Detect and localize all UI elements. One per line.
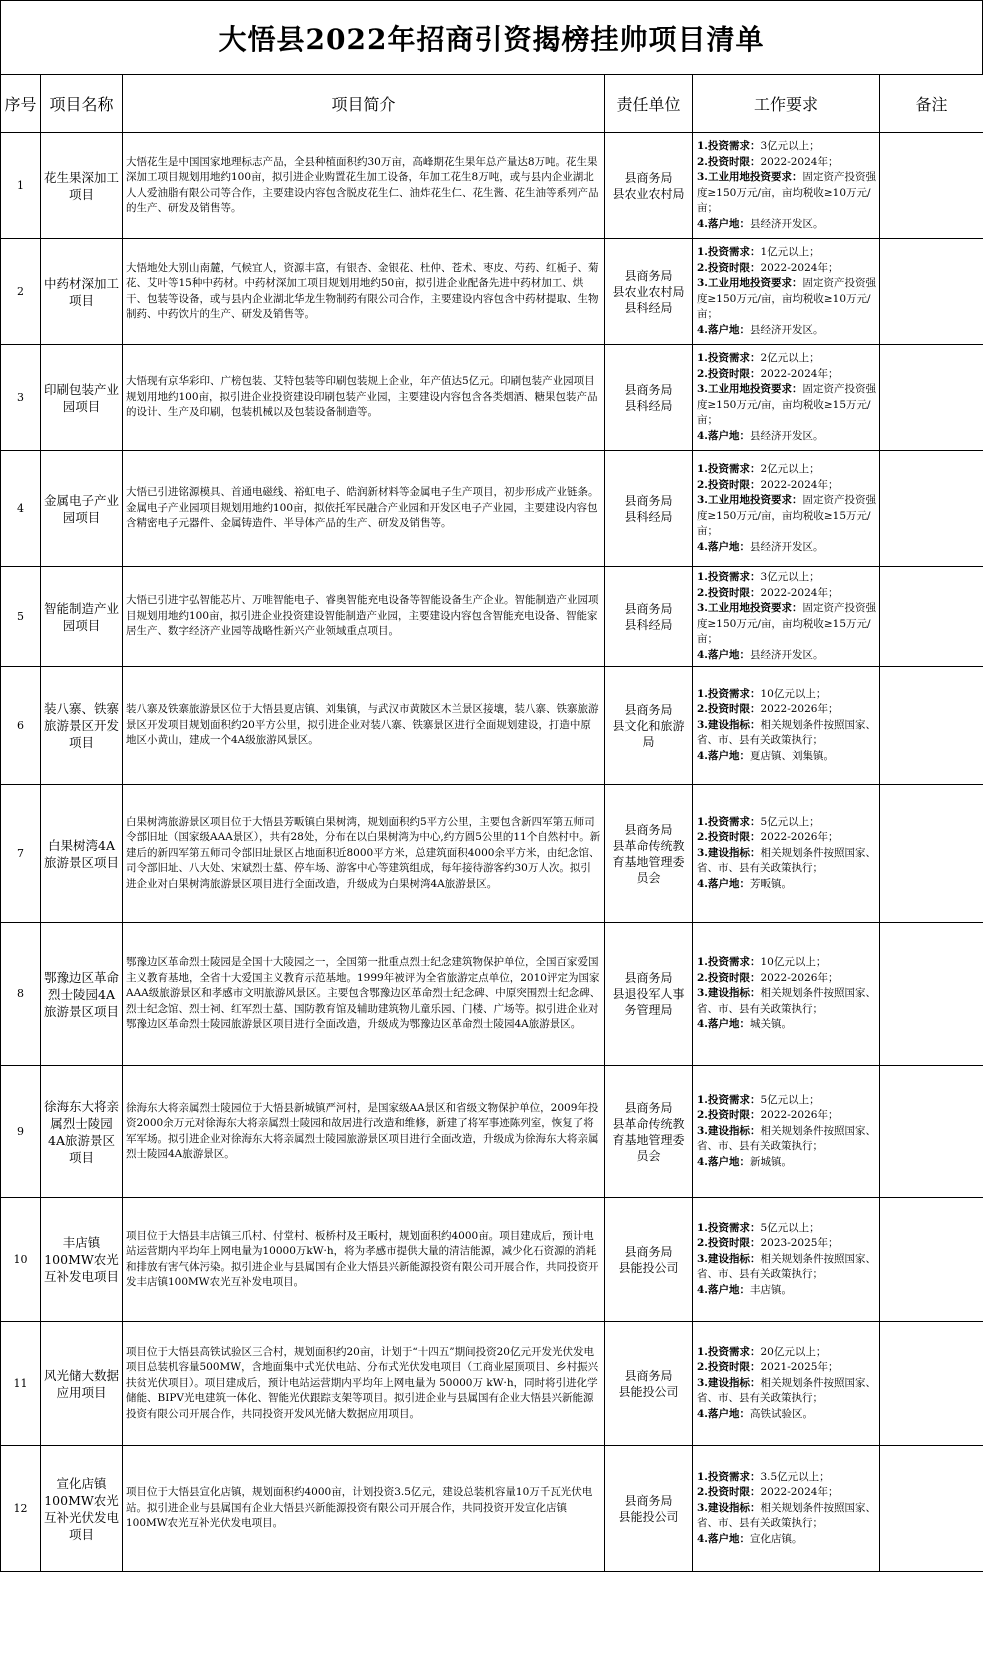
requirement-label: 2.投资时限： <box>697 586 761 599</box>
remarks-cell <box>880 345 983 451</box>
requirement-line <box>697 1360 876 1376</box>
remarks-cell <box>880 785 983 923</box>
requirement-line <box>697 1108 876 1124</box>
work-requirements <box>693 1322 880 1446</box>
requirement-value: 3亿元以上； <box>760 140 820 152</box>
row-number: 10 <box>1 1198 41 1322</box>
requirement-label: 1.投资需求： <box>697 687 761 700</box>
header-name: 项目名称 <box>41 75 123 133</box>
table-row <box>1 239 983 345</box>
requirement-value: 宣化店镇。 <box>749 1532 803 1545</box>
requirement-value: 10亿元以上； <box>760 687 827 700</box>
work-requirements <box>693 1198 880 1322</box>
requirement-label: 2.投资时限： <box>697 703 761 716</box>
requirement-line <box>697 815 876 831</box>
requirement-value: 2022-2026年； <box>760 831 839 844</box>
project-description: 大悟地处大别山南麓，气候宜人，资源丰富，有银杏、金银花、杜仲、苍术、枣皮、芍药、红栀子、菊花、艾叶等15种中药材。中药材深加工项目规划用地约50亩，拟引进企业配备先进中药材加工、烘干、包装等设备，或与县内企业湖北华龙生物制药有限公司合作，主要建设内容包含中药材提取、生物制药、中药饮片的生产、研发及销售等。 <box>123 239 605 345</box>
project-description: 鄂豫边区革命烈士陵园是全国十大陵园之一，全国第一批重点烈士纪念建筑物保护单位，全国百家爱国主义教育基地，全省十大爱国主义教育示范基地。1999年被评为全省旅游定点单位，2010评定为国家AAA级旅游景区和孝感市文明旅游风景区。主要包含鄂豫边区革命烈士纪念碑、中原突围烈士纪念碑、烈士纪念馆、烈士祠、红军烈士墓、国防教育馆及辅助建筑物儿童乐园、门楼、广场等。拟引进企业对鄂豫边区革命烈士陵园旅游景区项目进行全面改造，升级成为鄂豫边区革命烈士陵园4A旅游景区。 <box>123 923 605 1066</box>
requirement-label: 1.投资需求： <box>697 1093 761 1106</box>
requirement-value: 相关规划条件按照国家、省、市、县有关政策执行； <box>697 1501 876 1530</box>
project-description: 项目位于大悟县丰店镇三爪村、付堂村、板桥村及王畈村，规划面积约4000亩。项目建成后，预计电站运营期内平均年上网电量为10000万kW·h，将为孝感市提供大量的清洁能源，减少化石资源的消耗和排放有害气体污染。拟引进企业与县属国有企业大悟县兴新能源投资有限公司开展合作，共同投资开发丰店镇100MW农光互补发电项目。 <box>123 1198 605 1322</box>
table-row <box>1 133 983 239</box>
requirement-line <box>697 1407 876 1423</box>
table-row <box>1 785 983 923</box>
requirement-value: 相关规划条件按照国家、省、市、县有关政策执行； <box>697 846 876 875</box>
requirement-label: 4.落户地： <box>697 217 750 230</box>
requirement-value: 县经济开发区。 <box>749 540 824 553</box>
requirement-value: 固定资产投资强度≥150万元/亩，亩均税收≥10万元/亩； <box>697 171 876 214</box>
responsible-unit-text: 县商务局 县农业农村局 县科经局 <box>612 268 685 315</box>
requirement-label: 1.投资需求： <box>697 1470 761 1483</box>
requirement-line <box>697 155 876 171</box>
work-requirements <box>693 785 880 923</box>
project-name: 白果树湾4A旅游景区项目 <box>41 785 123 923</box>
remarks-cell <box>880 451 983 567</box>
work-requirements <box>693 1446 880 1572</box>
requirement-line <box>697 1093 876 1109</box>
requirement-label: 4.落户地： <box>697 749 750 762</box>
requirement-value: 2亿元以上； <box>760 463 820 475</box>
row-number: 6 <box>1 667 41 785</box>
requirement-value: 固定资产投资强度≥150万元/亩，亩均税收≥15万元/亩； <box>697 494 876 537</box>
requirement-value: 相关规划条件按照国家、省、市、县有关政策执行； <box>697 1252 876 1281</box>
requirement-label: 4.落户地： <box>697 429 750 442</box>
requirement-line <box>697 1470 876 1486</box>
table-row <box>1 667 983 785</box>
page-title: 大悟县2022年招商引资揭榜挂帅项目清单 <box>0 0 983 74</box>
responsible-unit <box>605 1322 693 1446</box>
requirement-label: 2.投资时限： <box>697 155 761 168</box>
requirement-label: 2.投资时限： <box>697 1109 761 1122</box>
work-requirements <box>693 239 880 345</box>
responsible-unit <box>605 1446 693 1572</box>
responsible-unit-text: 县商务局 县退役军人事务管理局 <box>612 971 685 1017</box>
responsible-unit-text: 县商务局 县革命传统教育基地管理委员会 <box>612 822 685 885</box>
requirement-value: 2021-2025年； <box>760 1361 839 1374</box>
responsible-unit <box>605 923 693 1066</box>
header-no: 序号 <box>1 75 41 133</box>
project-name: 丰店镇100MW农光互补发电项目 <box>41 1198 123 1322</box>
work-requirements <box>693 923 880 1066</box>
requirement-value: 2022-2024年； <box>760 586 839 599</box>
row-number: 9 <box>1 1066 41 1198</box>
requirement-line <box>697 245 876 261</box>
remarks-cell <box>880 239 983 345</box>
work-requirements <box>693 667 880 785</box>
responsible-unit <box>605 239 693 345</box>
project-description: 徐海东大将亲属烈士陵园位于大悟县新城镇严河村，是国家级AA景区和省级文物保护单位，2009年投资2000余万元对徐海东大将亲属烈士陵园和故居进行改造和维修，新建了将军事迹陈列室，恢复了将军军场。拟引进企业对徐海东大将亲属烈士陵园旅游景区项目进行全面改造，升级成为徐海东大将亲属烈士陵园4A旅游景区。 <box>123 1066 605 1198</box>
row-number: 2 <box>1 239 41 345</box>
requirement-value: 2022-2026年； <box>760 971 839 984</box>
remarks-cell <box>880 1066 983 1198</box>
responsible-unit-text: 县商务局 县文化和旅游局 <box>612 702 685 749</box>
row-number: 1 <box>1 133 41 239</box>
requirement-value: 相关规划条件按照国家、省、市、县有关政策执行； <box>697 1124 876 1153</box>
project-description: 装八寨及铁寨旅游景区位于大悟县夏店镇、刘集镇，与武汉市黄陂区木兰景区接壤，装八寨、铁寨旅游景区开发项目规划面积约20平方公里，拟引进企业对装八寨、铁寨景区进行全面规划建设，打造中原地区小黄山，建成一个4A级旅游风景区。 <box>123 667 605 785</box>
requirement-value: 3.5亿元以上； <box>760 1470 830 1483</box>
requirement-line <box>697 1221 876 1237</box>
responsible-unit <box>605 785 693 923</box>
requirement-value: 5亿元以上； <box>760 815 820 828</box>
project-description: 白果树湾旅游景区项目位于大悟县芳畈镇白果树湾，规划面积约5平方公里，主要包含新四军第五师司令部旧址（国家级AAA景区），共有28处，分布在以白果树湾为中心,约方圆5公里的11个自然村中。新建后的新四军第五师司令部旧址景区占地面积近8000平方米，总建筑面积4000余平方米，由纪念馆、司令部旧址、八大处、宋斌烈士墓、停车场、游客中心等建筑组成，每年接待游客约30万人次。拟引进企业对白果树湾旅游景区项目进行全面改造，升级成为白果树湾4A旅游景区。 <box>123 785 605 923</box>
requirement-line <box>697 1376 876 1407</box>
requirement-label: 1.投资需求： <box>697 956 761 969</box>
project-name: 风光储大数据应用项目 <box>41 1322 123 1446</box>
requirement-line <box>697 1485 876 1501</box>
responsible-unit-text: 县商务局 县科经局 <box>624 382 673 413</box>
table-row <box>1 345 983 451</box>
requirement-line <box>697 986 876 1017</box>
project-description: 项目位于大悟县高铁试验区三合村，规划面积约20亩，计划于“十四五”期间投资20亿元开发光伏发电项目总装机容量500MW，含地面集中式光伏电站、分布式光伏发电项目（工商业屋顶项目、乡村振兴扶贫光伏项目）。项目建成后，预计电站运营期内平均年上网电量为 50000万 kW·h，同时将引进化学储能、BIPV光电建筑一体化、智能光伏跟踪支架等项目。拟引进企业与县属国有企业大悟县兴新能源投资有限公司开展合作，共同投资开发风光储大数据应用项目。 <box>123 1322 605 1446</box>
requirement-line <box>697 971 876 987</box>
responsible-unit-text: 县商务局 县科经局 <box>624 493 673 524</box>
requirement-label: 2.投资时限： <box>697 831 761 844</box>
responsible-unit-text: 县商务局 县农业农村局 <box>612 170 685 201</box>
requirement-value: 2亿元以上； <box>760 352 820 364</box>
row-number: 7 <box>1 785 41 923</box>
requirement-label: 2.投资时限： <box>697 1237 761 1250</box>
responsible-unit-text: 县商务局 县革命传统教育基地管理委员会 <box>612 1100 685 1163</box>
work-requirements <box>693 567 880 667</box>
requirement-line <box>697 1345 876 1361</box>
requirement-value: 2023-2025年； <box>760 1237 839 1250</box>
requirement-line <box>697 351 876 367</box>
remarks-cell <box>880 1322 983 1446</box>
requirement-value: 2022-2026年； <box>760 703 839 716</box>
header-note: 备注 <box>880 75 983 133</box>
requirement-label: 4.落户地： <box>697 323 750 336</box>
requirement-line <box>697 1017 876 1033</box>
responsible-unit-text: 县商务局 县科经局 <box>624 601 673 632</box>
requirement-line <box>697 1501 876 1532</box>
project-description: 大悟已引进铭源模具、首通电磁线、裕虹电子、皓润新材料等金属电子生产项目，初步形成产业链条。金属电子产业园项目规划用地约100亩，拟依托军民融合产业园和开发区电子产业园，主要建设内容包含精密电子元器件、金属铸造件、半导体产品的生产、研发及销售等。 <box>123 451 605 567</box>
requirement-line <box>697 702 876 718</box>
requirement-label: 2.投资时限： <box>697 478 761 491</box>
requirement-line <box>697 493 876 540</box>
requirement-value: 相关规划条件按照国家、省、市、县有关政策执行； <box>697 987 876 1015</box>
row-number: 8 <box>1 923 41 1066</box>
requirement-value: 2022-2026年； <box>760 1109 839 1122</box>
remarks-cell <box>880 1198 983 1322</box>
requirement-value: 固定资产投资强度≥150万元/亩，亩均税收≥15万元/亩； <box>697 383 876 426</box>
requirement-label: 3.建设指标： <box>697 1376 761 1389</box>
requirement-line <box>697 323 876 339</box>
responsible-unit <box>605 1066 693 1198</box>
requirement-label: 3.工业用地投资要求： <box>697 383 803 395</box>
project-name: 金属电子产业园项目 <box>41 451 123 567</box>
requirement-label: 1.投资需求： <box>697 246 761 258</box>
table-body <box>1 133 983 1572</box>
project-table <box>0 74 983 1572</box>
table-row <box>1 1198 983 1322</box>
requirement-line <box>697 540 876 556</box>
requirement-label: 4.落户地： <box>697 1018 750 1031</box>
requirement-line <box>697 1155 876 1171</box>
row-number: 5 <box>1 567 41 667</box>
requirement-label: 1.投资需求： <box>697 463 761 475</box>
requirement-value: 5亿元以上； <box>760 1093 820 1106</box>
work-requirements <box>693 133 880 239</box>
requirement-label: 3.工业用地投资要求： <box>697 171 803 183</box>
requirement-value: 2022-2024年； <box>760 155 839 168</box>
project-description: 项目位于大悟县宣化店镇，规划面积约4000亩，计划投资3.5亿元，建设总装机容量10万千瓦光伏电站。拟引进企业与县属国有企业大悟县兴新能源投资有限公司开展合作，共同投资开发宣化店镇100MW农光互补光伏发电项目。 <box>123 1446 605 1572</box>
row-number: 4 <box>1 451 41 567</box>
responsible-unit <box>605 345 693 451</box>
header-req: 工作要求 <box>693 75 880 133</box>
requirement-line <box>697 1252 876 1283</box>
requirement-value: 20亿元以上； <box>760 1345 827 1358</box>
project-description: 大悟已引进宇弘智能芯片、万唯智能电子、睿奥智能充电设备等智能设备生产企业。智能制造产业园项目规划用地约100亩，拟引进企业投资建设智能制造产业园，主要建设内容包含智能充电设备、智能家居生产、数字经济产业园等战略性新兴产业领域重点项目。 <box>123 567 605 667</box>
table-row <box>1 923 983 1066</box>
row-number: 11 <box>1 1322 41 1446</box>
requirement-label: 4.落户地： <box>697 540 750 553</box>
project-name: 中药材深加工项目 <box>41 239 123 345</box>
requirement-line <box>697 586 876 602</box>
requirement-label: 4.落户地： <box>697 877 750 890</box>
requirement-value: 固定资产投资强度≥150万元/亩，亩均税收≥10万元/亩； <box>697 277 876 320</box>
requirement-line <box>697 601 876 648</box>
remarks-cell <box>880 1446 983 1572</box>
requirement-label: 4.落户地： <box>697 648 750 661</box>
requirement-line <box>697 1283 876 1299</box>
requirement-line <box>697 217 876 233</box>
requirement-label: 2.投资时限： <box>697 1361 761 1374</box>
requirement-line <box>697 276 876 323</box>
requirement-line <box>697 139 876 155</box>
requirement-label: 1.投资需求： <box>697 571 761 583</box>
requirement-label: 1.投资需求： <box>697 1221 761 1234</box>
responsible-unit <box>605 1198 693 1322</box>
requirement-value: 固定资产投资强度≥150万元/亩，亩均税收≥15万元/亩； <box>697 602 876 645</box>
requirement-value: 夏店镇、刘集镇。 <box>749 749 834 762</box>
requirement-value: 新城镇。 <box>749 1155 792 1168</box>
remarks-cell <box>880 923 983 1066</box>
requirement-label: 3.建设指标： <box>697 1124 761 1137</box>
requirement-value: 丰店镇。 <box>749 1283 792 1296</box>
requirement-label: 4.落户地： <box>697 1283 750 1296</box>
table-row <box>1 1322 983 1446</box>
requirement-value: 5亿元以上； <box>760 1221 820 1234</box>
responsible-unit <box>605 667 693 785</box>
requirement-value: 相关规划条件按照国家、省、市、县有关政策执行； <box>697 718 876 747</box>
requirement-label: 3.建设指标： <box>697 1501 761 1514</box>
requirement-line <box>697 718 876 749</box>
requirement-label: 3.工业用地投资要求： <box>697 602 803 614</box>
requirement-value: 芳畈镇。 <box>749 877 792 890</box>
requirement-label: 1.投资需求： <box>697 352 761 364</box>
requirement-label: 1.投资需求： <box>697 815 761 828</box>
project-name: 宣化店镇100MW农光互补光伏发电项目 <box>41 1446 123 1572</box>
requirement-line <box>697 830 876 846</box>
requirement-label: 2.投资时限： <box>697 971 761 984</box>
work-requirements <box>693 451 880 567</box>
requirement-label: 4.落户地： <box>697 1532 750 1545</box>
requirement-label: 2.投资时限： <box>697 1486 761 1499</box>
requirement-label: 3.建设指标： <box>697 846 761 859</box>
requirement-line <box>697 648 876 664</box>
requirement-value: 相关规划条件按照国家、省、市、县有关政策执行； <box>697 1376 876 1405</box>
remarks-cell <box>880 133 983 239</box>
responsible-unit <box>605 133 693 239</box>
table-row <box>1 1446 983 1572</box>
requirement-line <box>697 846 876 877</box>
requirement-line <box>697 382 876 429</box>
responsible-unit <box>605 451 693 567</box>
requirement-label: 2.投资时限： <box>697 367 761 380</box>
requirement-line <box>697 170 876 217</box>
requirement-value: 3亿元以上； <box>760 571 820 583</box>
requirement-label: 1.投资需求： <box>697 140 761 152</box>
requirement-line <box>697 1532 876 1548</box>
requirement-value: 2022-2024年； <box>760 367 839 380</box>
responsible-unit-text: 县商务局 县能投公司 <box>618 1244 679 1275</box>
requirement-line <box>697 955 876 971</box>
requirement-label: 3.建设指标： <box>697 987 761 1000</box>
requirement-label: 4.落户地： <box>697 1155 750 1168</box>
table-header-row <box>1 75 983 133</box>
requirement-line <box>697 261 876 277</box>
requirement-line <box>697 570 876 586</box>
table-row <box>1 451 983 567</box>
responsible-unit-text: 县商务局 县能投公司 <box>618 1493 679 1524</box>
requirement-value: 2022-2024年； <box>760 1486 839 1499</box>
remarks-cell <box>880 567 983 667</box>
requirement-line <box>697 367 876 383</box>
row-number: 3 <box>1 345 41 451</box>
responsible-unit <box>605 567 693 667</box>
requirement-label: 3.工业用地投资要求： <box>697 494 803 506</box>
requirement-line <box>697 462 876 478</box>
requirement-value: 2022-2024年； <box>760 478 839 491</box>
requirement-label: 3.工业用地投资要求： <box>697 277 803 289</box>
header-desc: 项目简介 <box>123 75 605 133</box>
requirement-value: 10亿元以上； <box>760 956 827 969</box>
requirement-value: 县经济开发区。 <box>749 217 824 230</box>
header-unit: 责任单位 <box>605 75 693 133</box>
table-row <box>1 1066 983 1198</box>
requirement-label: 4.落户地： <box>697 1407 750 1420</box>
project-name: 徐海东大将亲属烈士陵园4A旅游景区项目 <box>41 1066 123 1198</box>
project-description: 大悟花生是中国国家地理标志产品，全县种植面积约30万亩，高峰期花生果年总产量达8万吨。花生果深加工项目规划用地约100亩，拟引进企业购置花生加工设备，年加工花生8万吨，或与县内企业湖北人人爱油脂有限公司等合作，主要建设内容包含脱皮花生仁、油炸花生仁、花生酱、花生油等系列产品的生产、研发及销售等。 <box>123 133 605 239</box>
requirement-line <box>697 877 876 893</box>
responsible-unit-text: 县商务局 县能投公司 <box>618 1368 679 1399</box>
requirement-value: 城关镇。 <box>749 1018 792 1031</box>
requirement-value: 县经济开发区。 <box>749 429 824 442</box>
requirement-line <box>697 1124 876 1155</box>
project-name: 智能制造产业园项目 <box>41 567 123 667</box>
remarks-cell <box>880 667 983 785</box>
requirement-value: 高铁试验区。 <box>749 1407 813 1420</box>
project-name: 花生果深加工项目 <box>41 133 123 239</box>
requirement-value: 1亿元以上； <box>760 246 820 258</box>
requirement-line <box>697 687 876 703</box>
project-name: 装八寨、铁寨旅游景区开发项目 <box>41 667 123 785</box>
project-name: 印刷包装产业园项目 <box>41 345 123 451</box>
row-number: 12 <box>1 1446 41 1572</box>
requirement-line <box>697 478 876 494</box>
requirement-label: 1.投资需求： <box>697 1345 761 1358</box>
requirement-value: 县经济开发区。 <box>749 648 824 661</box>
requirement-label: 3.建设指标： <box>697 718 761 731</box>
requirement-line <box>697 429 876 445</box>
project-description: 大悟现有京华彩印、广榜包装、艾特包装等印刷包装规上企业，年产值达5亿元。印刷包装产业园项目规划用地约100亩，拟引进企业投资建设印刷包装产业园，主要建设内容包含各类烟酒、糖果包装产品的设计、生产及印刷，包装机械以及包装设备制造等。 <box>123 345 605 451</box>
requirement-line <box>697 1236 876 1252</box>
requirement-line <box>697 749 876 765</box>
table-row <box>1 567 983 667</box>
work-requirements <box>693 1066 880 1198</box>
project-name: 鄂豫边区革命烈士陵园4A旅游景区项目 <box>41 923 123 1066</box>
requirement-value: 县经济开发区。 <box>749 323 824 336</box>
requirement-label: 3.建设指标： <box>697 1252 761 1265</box>
requirement-value: 2022-2024年； <box>760 261 839 274</box>
work-requirements <box>693 345 880 451</box>
requirement-label: 2.投资时限： <box>697 261 761 274</box>
